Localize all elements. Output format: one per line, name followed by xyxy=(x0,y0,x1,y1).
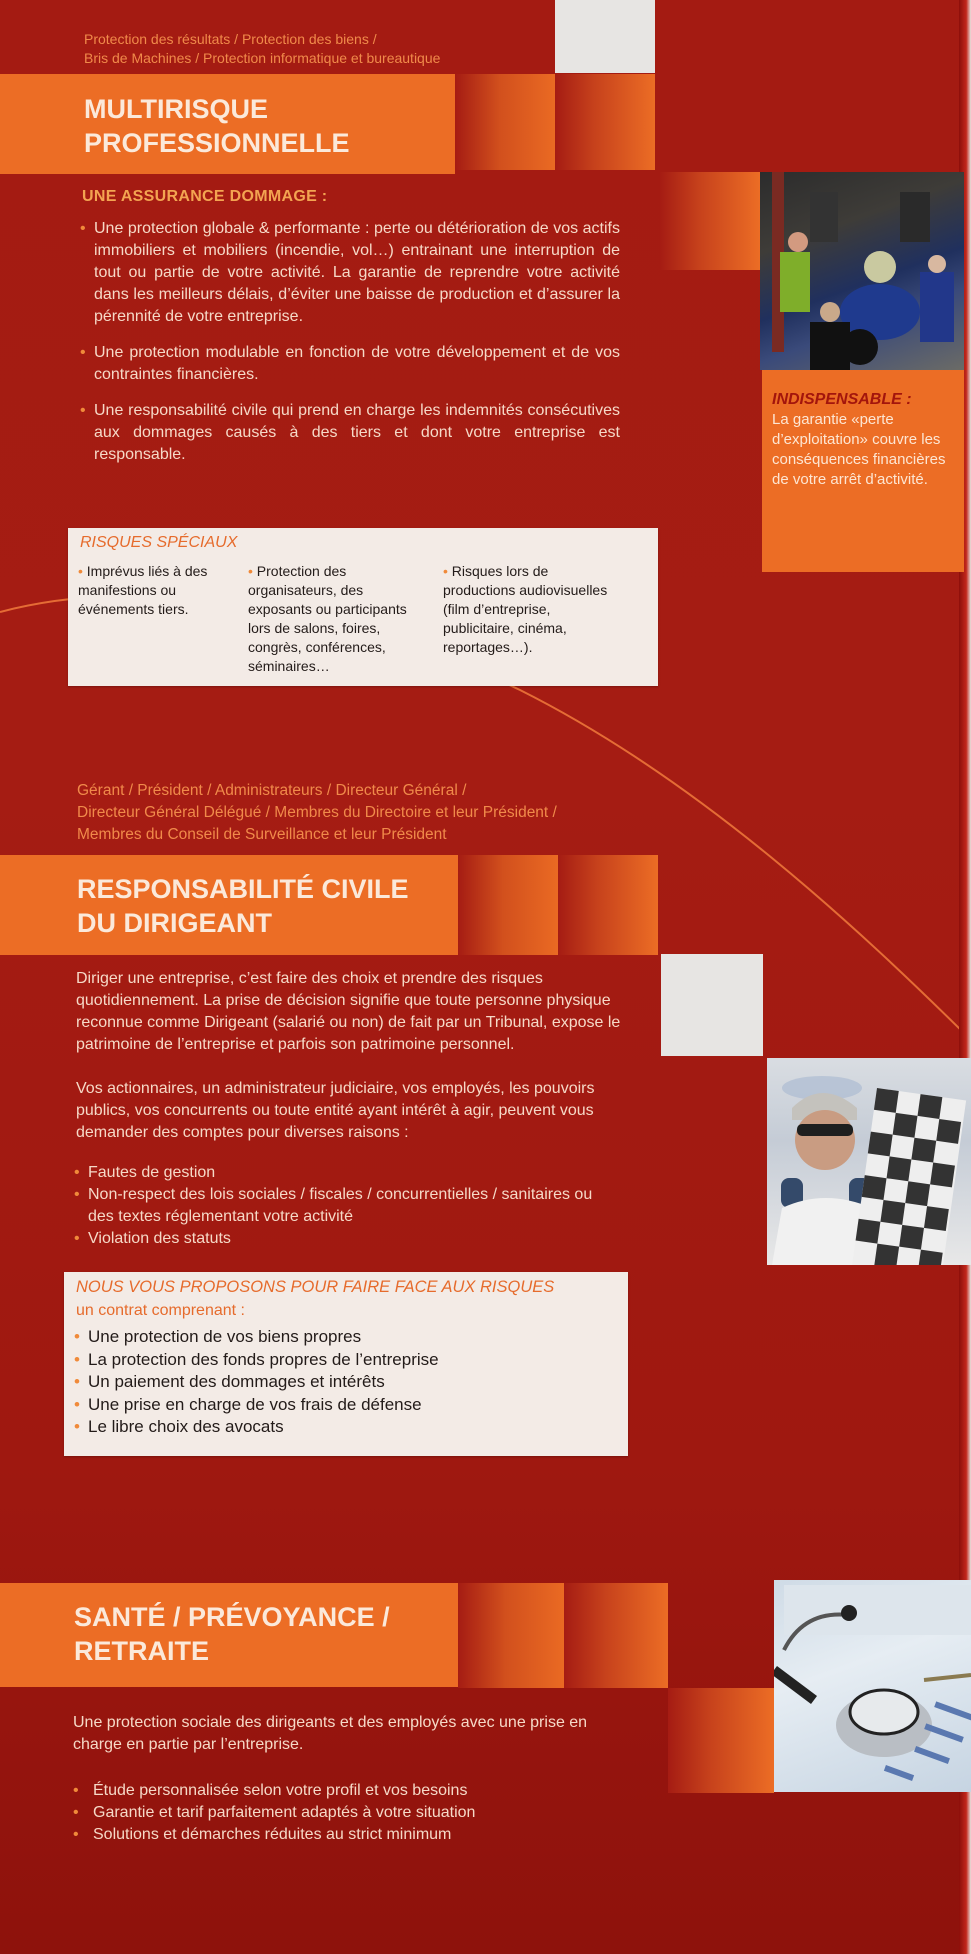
stethoscope-on-chart-photo-icon xyxy=(774,1580,971,1792)
bullet-item: • Une protection globale & performante : perte ou détérioration de vos actifs immobiliers et mobiliers (incendie, vol…) entrainant une interruption de tout ou partie de votre activité. La garantie de reprendre votre activité dans les meilleurs délais, d’éviter une baisse de production et d’assurer la pérennité de votre entreprise. xyxy=(80,218,620,328)
rc-title-band xyxy=(0,855,458,955)
title-line: RETRAITE xyxy=(74,1636,209,1666)
decor-gradient-square xyxy=(558,855,658,955)
multirisque-bullets xyxy=(80,218,620,466)
bullet-dot: • xyxy=(78,563,83,579)
decor-white-square xyxy=(661,954,763,1056)
sante-photo xyxy=(774,1580,971,1792)
multirisque-subline xyxy=(84,30,440,68)
offer-item: • Un paiement des dommages et intérêts xyxy=(74,1371,439,1394)
sante-title-band xyxy=(0,1583,458,1687)
bullet-item: • Garantie et tarif parfaitement adaptés à votre situation xyxy=(73,1802,653,1824)
sante-paragraph: Une protection sociale des dirigeants et des employés avec une prise en charge en partie par l’entreprise. xyxy=(73,1714,588,1753)
section-heading: UNE ASSURANCE DOMMAGE : xyxy=(82,188,328,205)
subline-line: Directeur Général Délégué / Membres du Directoire et leur Président / xyxy=(77,804,557,821)
callout-text: La garantie «perte d’exploitation» couvre les conséquences financières de votre arrêt d’activité. xyxy=(772,411,946,488)
sante-bullets xyxy=(73,1780,653,1846)
decor-gradient-square xyxy=(458,1583,564,1688)
decor-gradient-square xyxy=(455,74,555,170)
rc-paragraph-2: Vos actionnaires, un administrateur judiciaire, vos employés, les pouvoirs publics, vos concurrents ou toute entité ayant intérêt à agir, peuvent vous demander des comptes pour diverses raisons : xyxy=(76,1080,595,1141)
decor-gradient-square xyxy=(458,855,558,955)
bullet-dot: • xyxy=(443,563,448,579)
title-line: DU DIRIGEANT xyxy=(77,908,272,938)
title-line: PROFESSIONNELLE xyxy=(84,128,350,158)
offer-item: • Une prise en charge de vos frais de défense xyxy=(74,1394,439,1417)
multirisque-title-band xyxy=(0,74,455,174)
motorcycle-pit-stop-photo-icon xyxy=(760,172,964,370)
subline-line: Membres du Conseil de Surveillance et leur Président xyxy=(77,826,447,843)
risk-text: Protection des organisateurs, des exposants ou participants lors de salons, foires, congrès, conférences, séminaires… xyxy=(248,563,407,674)
decor-gradient-square xyxy=(660,172,760,270)
risk-column xyxy=(443,562,613,657)
subline-line: Protection des résultats / Protection des biens / xyxy=(84,31,377,47)
risk-column xyxy=(78,562,228,619)
bullet-item: • Solutions et démarches réduites au strict minimum xyxy=(73,1824,653,1846)
offer-item: • La protection des fonds propres de l’entreprise xyxy=(74,1349,439,1372)
risques-speciaux-box xyxy=(68,528,658,686)
rc-photo xyxy=(767,1058,971,1265)
offer-box xyxy=(64,1272,628,1456)
offer-item: • Une protection de vos biens propres xyxy=(74,1326,439,1349)
decor-gradient-square xyxy=(564,1583,668,1688)
box-title: RISQUES SPÉCIAUX xyxy=(80,534,238,551)
risk-column xyxy=(248,562,418,676)
title-line: SANTÉ / PRÉVOYANCE / xyxy=(74,1602,390,1632)
title-line: MULTIRISQUE xyxy=(84,94,268,124)
title-line: RESPONSABILITÉ CIVILE xyxy=(77,874,409,904)
race-marshal-checkered-flag-photo-icon xyxy=(767,1058,971,1265)
offer-item: • Le libre choix des avocats xyxy=(74,1416,439,1439)
subline-line: Gérant / Président / Administrateurs / Directeur Général / xyxy=(77,782,467,799)
decor-gradient-square xyxy=(555,74,655,170)
risk-text: Imprévus liés à des manifestions ou événements tiers. xyxy=(78,563,208,617)
multirisque-photo xyxy=(760,172,964,370)
callout-title: INDISPENSABLE : xyxy=(772,391,912,408)
bullet-item: • Une responsabilité civile qui prend en charge les indemnités consécutives aux dommages causés à des tiers et dont votre entreprise est responsable. xyxy=(80,400,620,466)
decor-white-square xyxy=(555,0,655,73)
box-subtitle: un contrat comprenant : xyxy=(76,1302,245,1319)
decor-gradient-square xyxy=(668,1688,774,1793)
bullet-item: • Non-respect des lois sociales / fiscales / concurrentielles / sanitaires ou des textes réglementant votre activité xyxy=(74,1184,614,1228)
offer-items xyxy=(74,1326,439,1439)
subline-line: Bris de Machines / Protection informatique et bureautique xyxy=(84,50,441,66)
rc-paragraph-1: Diriger une entreprise, c’est faire des choix et prendre des risques quotidiennement. La prise de décision signifie que toute personne physique reconnue comme Dirigeant (salarié ou non) de fait par un Tribunal, expose le patrimoine de l’entreprise et parfois son patrimoine personnel. xyxy=(76,970,621,1053)
box-title: NOUS VOUS PROPOSONS POUR FAIRE FACE AUX RISQUES xyxy=(76,1278,555,1296)
bullet-dot: • xyxy=(248,563,253,579)
rc-subline xyxy=(77,780,557,846)
bullet-item: • Violation des statuts xyxy=(74,1228,614,1250)
bullet-item: • Fautes de gestion xyxy=(74,1162,614,1184)
risk-text: Risques lors de productions audiovisuelles (film d’entreprise, publicitaire, cinéma, reportages…). xyxy=(443,563,608,655)
bullet-item: • Étude personnalisée selon votre profil et vos besoins xyxy=(73,1780,653,1802)
rc-bullets xyxy=(74,1162,614,1250)
indispensable-callout xyxy=(762,370,964,572)
bullet-item: • Une protection modulable en fonction de votre développement et de vos contraintes financières. xyxy=(80,342,620,386)
risk-item xyxy=(78,562,228,619)
